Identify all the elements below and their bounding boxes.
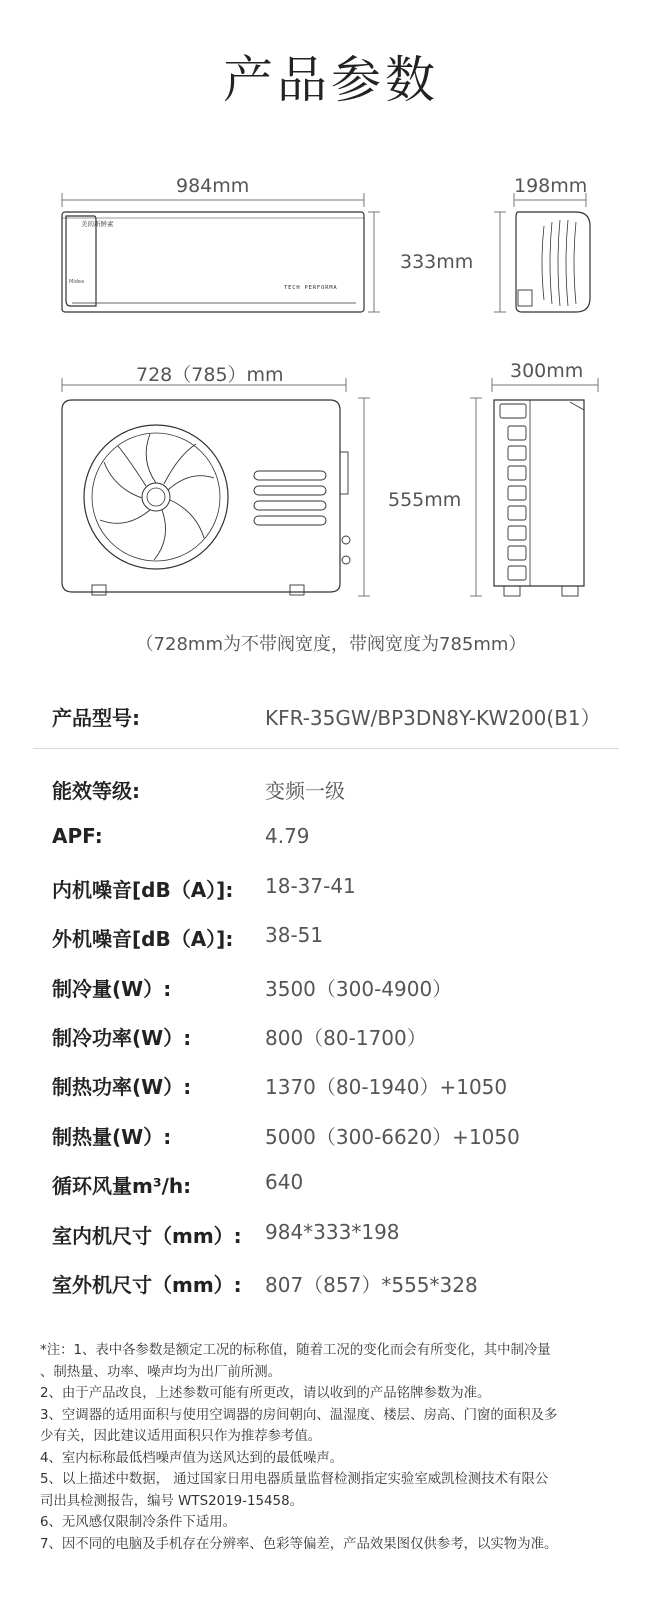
spec-value: 807（857）*555*328 <box>265 1272 478 1297</box>
spec-label: 外机噪音[dB（A）]: <box>52 927 234 952</box>
spec-row <box>52 923 632 972</box>
spec-label: 制冷量(W）: <box>52 976 172 1001</box>
spec-value: 4.79 <box>265 824 310 849</box>
footnote-line: 司出具检测报告，编号 WTS2019-15458。 <box>40 1493 303 1509</box>
footnote-line: 少有关，因此建议适用面积只作为推荐参考值。 <box>40 1429 322 1444</box>
spec-label: 内机噪音[dB（A）]: <box>52 877 234 902</box>
spec-label: 制热功率(W）: <box>52 1075 192 1100</box>
outdoor-width-label: 728（785）mm <box>136 364 284 386</box>
footnotes <box>40 1340 620 1555</box>
spec-value: 变频一级 <box>265 779 345 803</box>
spec-label: 制冷功率(W）: <box>52 1025 192 1050</box>
width-note: （728mm为不带阀宽度，带阀宽度为785mm） <box>135 634 527 655</box>
spec-row <box>52 775 632 824</box>
spec-row <box>52 874 632 923</box>
outdoor-unit-side <box>494 400 584 596</box>
spec-row <box>52 1022 632 1071</box>
model-row <box>52 702 632 730</box>
outdoor-depth-label: 300mm <box>510 360 584 382</box>
indoor-unit-side <box>516 212 590 312</box>
indoor-height-label: 333mm <box>400 251 474 273</box>
outdoor-unit-front <box>62 400 350 595</box>
spec-value: 5000（300-6620）+1050 <box>265 1124 520 1149</box>
model-label: 产品型号: <box>52 706 140 730</box>
spec-label: 制热量(W）: <box>52 1124 172 1149</box>
footnote-line: 5、以上描述中数据， 通过国家日用电器质量监督检测指定实验室威凯检测技术有限公 <box>40 1472 549 1487</box>
footnote-line: 6、无风感仅限制冷条件下适用。 <box>40 1515 236 1530</box>
divider <box>33 748 619 749</box>
spec-row <box>52 1121 632 1170</box>
spec-label: 循环风量m³/h: <box>52 1174 192 1199</box>
spec-row <box>52 973 632 1022</box>
spec-label: 能效等级: <box>52 779 140 803</box>
spec-label: APF: <box>52 824 103 849</box>
brand-logo: Midea <box>69 279 85 285</box>
spec-row <box>52 1220 632 1269</box>
indoor-depth-label: 198mm <box>514 175 588 197</box>
page-title: 产品参数 <box>223 51 439 109</box>
spec-value: 984*333*198 <box>265 1219 400 1244</box>
indoor-badge-text: 美的新鲜素 <box>81 220 114 228</box>
spec-value: 3500（300-4900） <box>265 976 453 1001</box>
spec-value: 18-37-41 <box>265 873 356 898</box>
outdoor-height-label: 555mm <box>388 489 462 511</box>
footnote-line: 2、由于产品改良，上述参数可能有所更改，请以收到的产品铭牌参数为准。 <box>40 1386 491 1401</box>
spec-value: 640 <box>265 1170 304 1195</box>
spec-label: 室内机尺寸（mm）: <box>52 1223 242 1248</box>
footnote-line: 3、空调器的适用面积与使用空调器的房间朝向、温湿度、楼层、房高、门窗的面积及多 <box>40 1407 558 1423</box>
series-label: TECH PERFORMA <box>284 285 338 291</box>
footnote-line: *注：1、表中各参数是额定工况的标称值，随着工况的变化而会有所变化，其中制冷量 <box>40 1343 551 1358</box>
spec-value: 38-51 <box>265 923 324 948</box>
indoor-width-label: 984mm <box>176 175 250 197</box>
model-value: KFR-35GW/BP3DN8Y-KW200(B1） <box>265 706 601 730</box>
spec-label: 室外机尺寸（mm）: <box>52 1272 242 1297</box>
spec-value: 1370（80-1940）+1050 <box>265 1075 508 1100</box>
spec-list <box>52 775 632 1318</box>
spec-row <box>52 824 632 873</box>
spec-row <box>52 1269 632 1318</box>
footnote-line: 4、室内标称最低档噪声值为送风达到的最低噪声。 <box>40 1450 344 1466</box>
spec-value: 800（80-1700） <box>265 1025 427 1050</box>
footnote-line: 7、因不同的电脑及手机存在分辨率、色彩等偏差，产品效果图仅供参考，以实物为准。 <box>40 1536 558 1552</box>
spec-row <box>52 1071 632 1120</box>
dimension-drawings <box>0 0 662 620</box>
spec-row <box>52 1170 632 1219</box>
footnote-line: 、制热量、功率、噪声均为出厂前所测。 <box>40 1364 282 1380</box>
